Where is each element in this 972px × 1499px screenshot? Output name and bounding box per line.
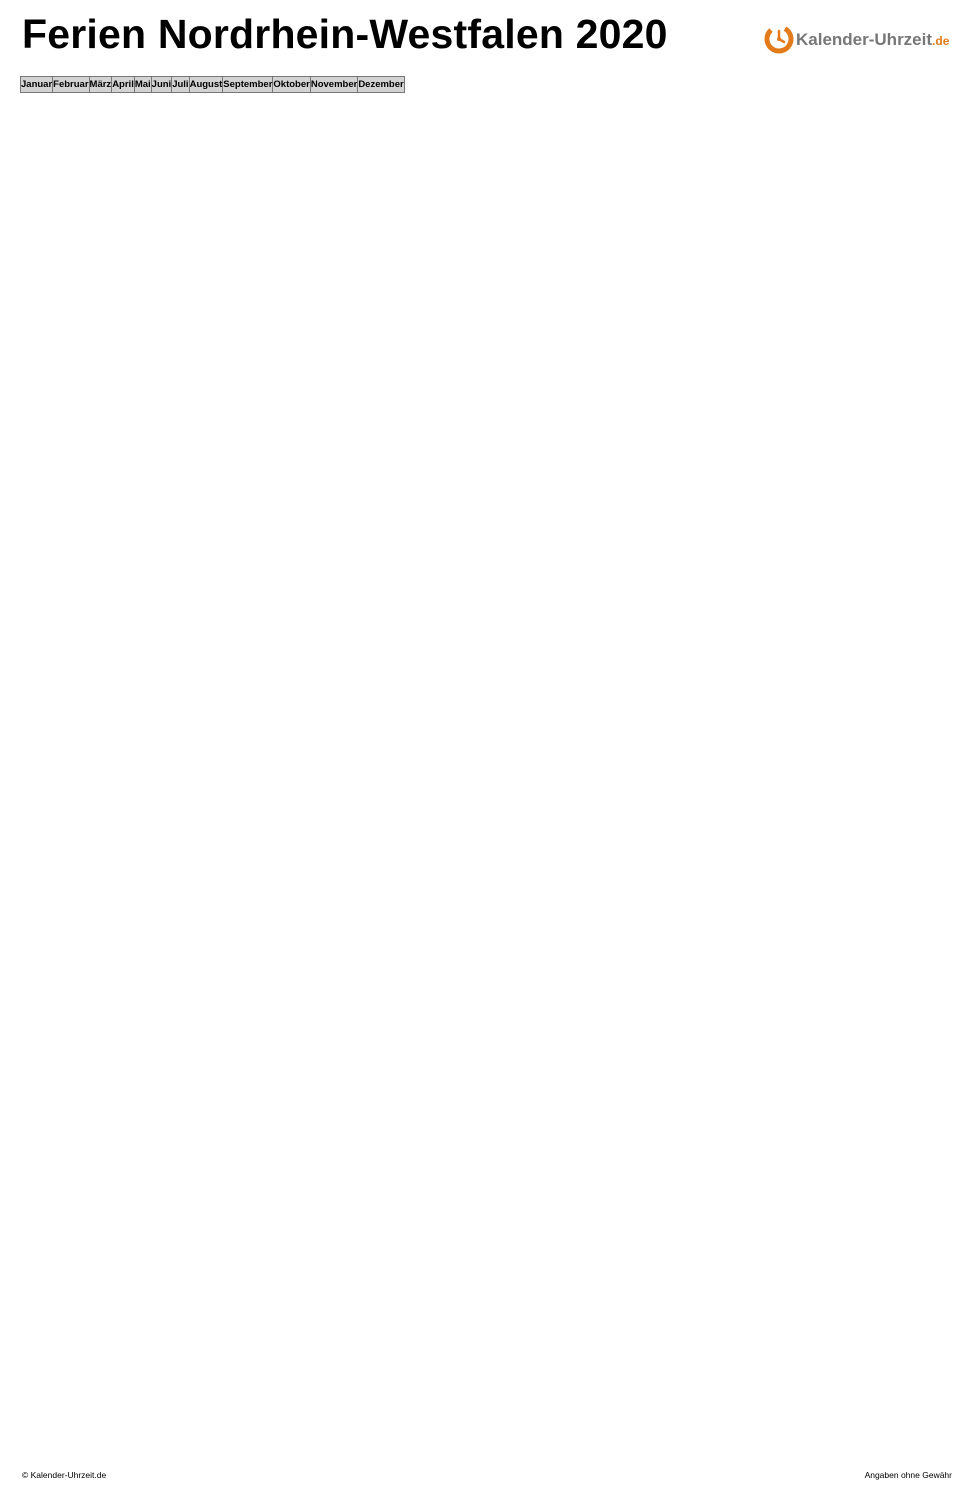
- footer-disclaimer: Angaben ohne Gewähr: [864, 1470, 952, 1480]
- month-header: März: [89, 77, 112, 93]
- site-logo[interactable]: [762, 16, 962, 60]
- logo-brand: Kalender-Uhrzeit: [796, 30, 933, 49]
- month-header: September: [223, 77, 273, 93]
- month-header: April: [112, 77, 135, 93]
- month-header: Februar: [53, 77, 89, 93]
- year-calendar: [20, 76, 405, 93]
- month-header: Januar: [21, 77, 53, 93]
- month-header: November: [310, 77, 357, 93]
- month-header: Oktober: [273, 77, 310, 93]
- month-header: Dezember: [358, 77, 404, 93]
- month-header-row: [21, 77, 405, 93]
- footer-copyright[interactable]: © Kalender-Uhrzeit.de: [22, 1470, 107, 1480]
- page-title: Ferien Nordrhein-Westfalen 2020: [22, 11, 668, 57]
- month-header: Juli: [172, 77, 189, 93]
- month-header: Juni: [151, 77, 172, 93]
- clock-logo-icon: [762, 18, 796, 58]
- logo-tld: .de: [932, 34, 950, 48]
- month-header: August: [189, 77, 223, 93]
- month-header: Mai: [134, 77, 151, 93]
